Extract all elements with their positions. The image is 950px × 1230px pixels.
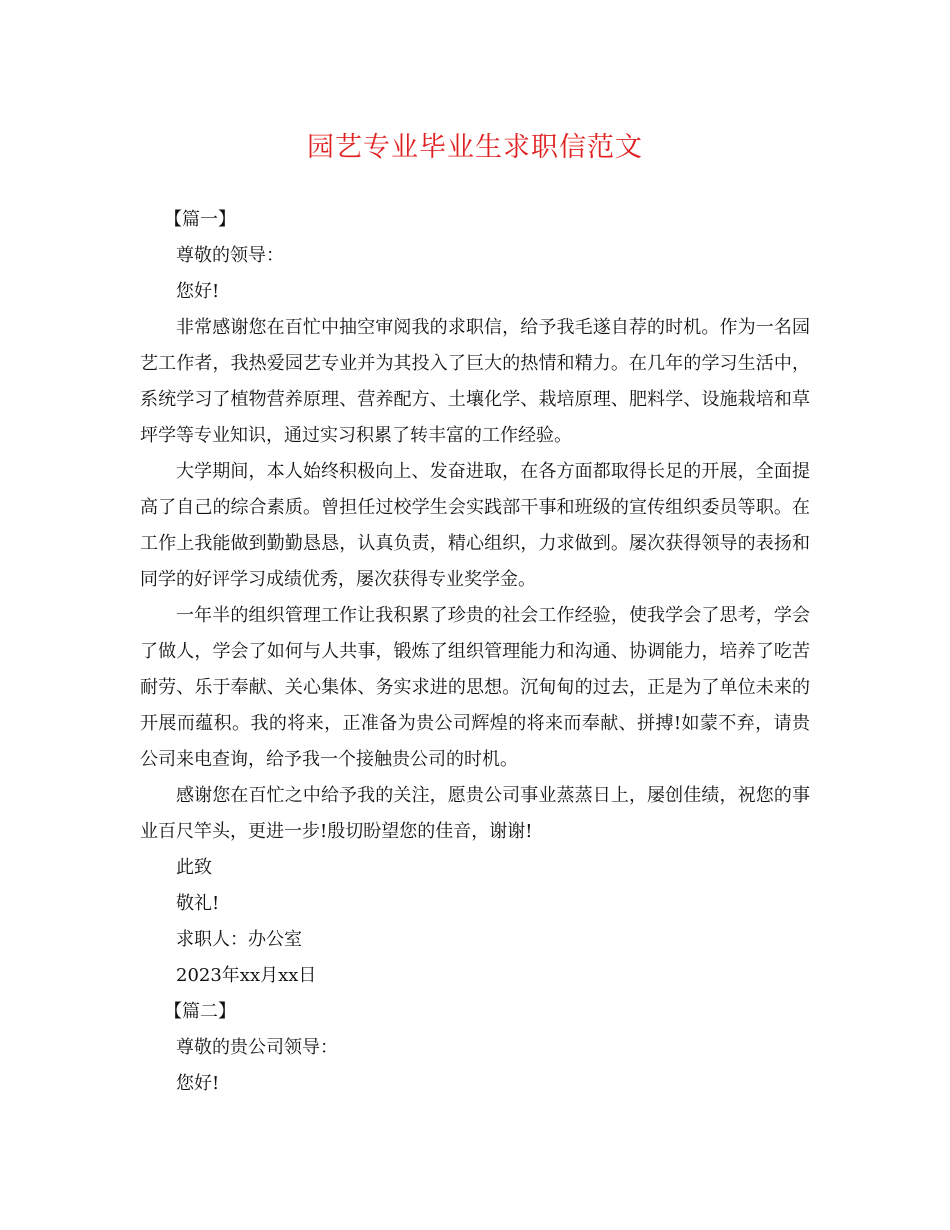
section-heading-1: 【篇一】 (164, 209, 236, 230)
hello-1: 您好! (176, 281, 220, 302)
body-paragraph-1: 非常感谢您在百忙中抽空审阅我的求职信，给予我毛遂自荐的时机。作为一名园艺工作者，我热爱园艺专业并为其投入了巨大的热情和精力。在几年的学习生活中，系统学习了植物营养原理、营养配方、土壤化学、栽培原理、肥料学、设施栽培和草坪学等专业知识，通过实习积累了转丰富的工作经验。 (140, 317, 810, 446)
body-paragraph-3: 一年半的组织管理工作让我积累了珍贵的社会工作经验，使我学会了思考，学会了做人，学会了如何与人共事，锻炼了组织管理能力和沟通、协调能力，培养了吃苦耐劳、乐于奉献、关心集体、务实求进的思想。沉甸甸的过去，正是为了单位未来的开展而蕴积。我的将来，正准备为贵公司辉煌的将来而奉献、拼搏!如蒙不弃，请贵公司来电查询，给予我一个接触贵公司的时机。 (140, 605, 810, 770)
body-paragraph-4: 感谢您在百忙之中给予我的关注，愿贵公司事业蒸蒸日上，屡创佳绩，祝您的事业百尺竿头，更进一步!殷切盼望您的佳音，谢谢! (140, 785, 810, 842)
greeting-1: 尊敬的领导： (176, 245, 284, 266)
hello-2: 您好! (176, 1073, 220, 1094)
salute-line: 敬礼! (176, 893, 220, 914)
applicant-line: 求职人：办公室 (176, 929, 302, 950)
document-body (140, 202, 810, 1102)
closing-line: 此致 (176, 857, 212, 878)
document-title: 园艺专业毕业生求职信范文 (307, 132, 643, 163)
section-heading-2: 【篇二】 (164, 1001, 236, 1022)
date-line: 2023年xx月xx日 (176, 965, 317, 986)
body-paragraph-2: 大学期间，本人始终积极向上、发奋进取，在各方面都取得长足的开展，全面提高了自己的综合素质。曾担任过校学生会实践部干事和班级的宣传组织委员等职。在工作上我能做到勤勤恳恳，认真负责，精心组织，力求做到。屡次获得领导的表扬和同学的好评学习成绩优秀，屡次获得专业奖学金。 (140, 461, 810, 590)
greeting-2: 尊敬的贵公司领导： (176, 1037, 338, 1058)
